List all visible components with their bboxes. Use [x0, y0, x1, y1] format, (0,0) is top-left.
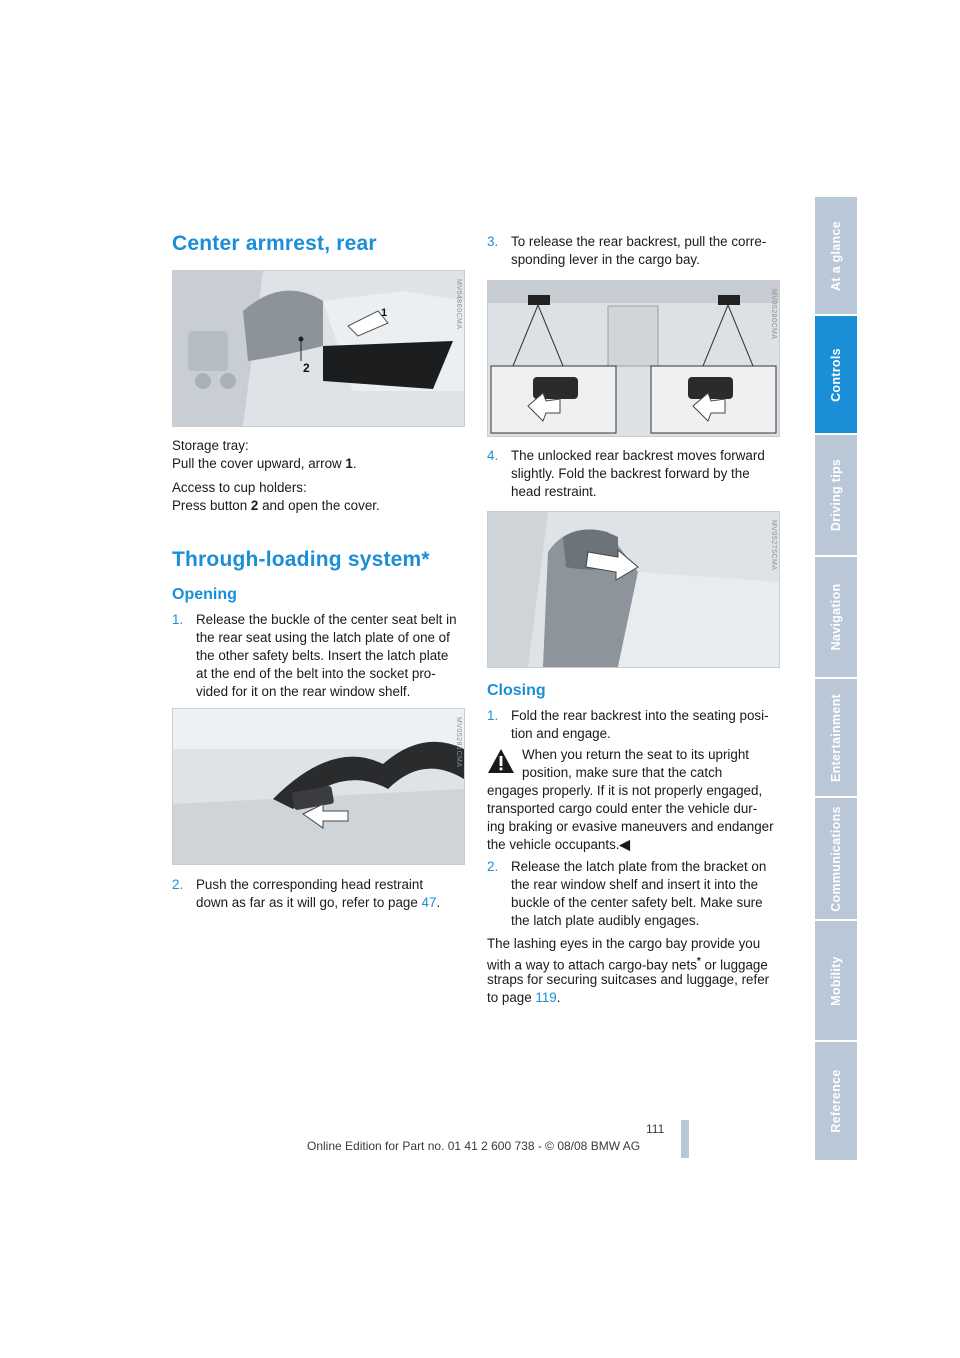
- backrest-fold-drawing: [488, 512, 779, 667]
- closing-step2-line: buckle of the center safety belt. Make sure: [511, 895, 763, 910]
- lashing-line: straps for securing suitcases and luggage, refer: [487, 972, 770, 987]
- heading-opening: Opening: [172, 586, 237, 603]
- heading-through-loading: Through-loading system*: [172, 548, 430, 571]
- closing-step1-line: tion and engage.: [511, 726, 611, 741]
- warning-line: engages properly. If it is not properly engaged,: [487, 783, 763, 798]
- cargo-lever-drawing: [488, 281, 779, 436]
- step2-number: 2.: [172, 877, 184, 892]
- backrest-fold-illustration: [487, 511, 780, 668]
- cargo-lever-illustration: [487, 280, 780, 437]
- figure-code: MV05281CMA: [455, 717, 462, 768]
- tab-navigation[interactable]: Navigation: [815, 557, 857, 679]
- tab-entertainment[interactable]: Entertainment: [815, 679, 857, 798]
- warning-line: When you return the seat to its upright: [522, 747, 750, 762]
- step2-line: Push the corresponding head restraint: [196, 877, 424, 892]
- optional-equipment-star: *: [696, 956, 701, 967]
- closing-step2-line: the rear window shelf and insert it into the: [511, 877, 759, 892]
- step3-line: To release the rear backrest, pull the corre-: [511, 234, 767, 249]
- cup-holders-label: Access to cup holders:: [172, 480, 307, 495]
- step4-number: 4.: [487, 448, 499, 463]
- step1-line: at the end of the belt into the socket pro-: [196, 666, 436, 681]
- storage-tray-text: Pull the cover upward, arrow 1.: [172, 456, 357, 471]
- warning-line: transported cargo could enter the vehicle dur-: [487, 801, 758, 816]
- step4-line: The unlocked rear backrest moves forward: [511, 448, 765, 463]
- lashing-line: to page 119.: [487, 990, 561, 1005]
- figure-code: MV05280CMA: [770, 289, 777, 340]
- belt-latch-illustration: [172, 708, 465, 865]
- storage-tray-label: Storage tray:: [172, 438, 249, 453]
- warning-line: the vehicle occupants.◀: [487, 837, 630, 852]
- figure-code: MV04860CMA: [455, 279, 462, 330]
- end-mark-icon: ◀: [619, 837, 630, 852]
- closing-step2-number: 2.: [487, 859, 499, 874]
- fig-label-arrow: 1: [381, 307, 388, 319]
- heading-closing: Closing: [487, 682, 546, 699]
- tab-controls[interactable]: Controls: [815, 316, 857, 435]
- tab-at-a-glance[interactable]: At a glance: [815, 197, 857, 316]
- step3-line: sponding lever in the cargo bay.: [511, 252, 700, 267]
- heading-center-armrest: Center armrest, rear: [172, 232, 377, 255]
- tab-reference[interactable]: Reference: [815, 1042, 857, 1160]
- edition-text: Online Edition for Part no. 01 41 2 600 738 - © 08/08 BMW AG: [307, 1139, 641, 1153]
- page-marker-bar: [681, 1120, 689, 1158]
- armrest-illustration: [172, 270, 465, 427]
- armrest-drawing: [173, 271, 464, 426]
- step1-line: Release the buckle of the center seat belt in: [196, 612, 457, 627]
- step1-line: the other safety belts. Insert the latch plate: [196, 648, 449, 663]
- step1-line: the rear seat using the latch plate of one of: [196, 630, 450, 645]
- closing-step2-line: Release the latch plate from the bracket on: [511, 859, 767, 874]
- cup-holders-text: Press button 2 and open the cover.: [172, 498, 380, 513]
- chapter-sidebar: [815, 197, 857, 1160]
- page-link-119[interactable]: 119: [535, 990, 557, 1005]
- step3-number: 3.: [487, 234, 499, 249]
- step1-number: 1.: [172, 612, 184, 627]
- belt-latch-drawing: [173, 709, 464, 864]
- closing-step1-number: 1.: [487, 708, 499, 723]
- page-link-47[interactable]: 47: [421, 895, 437, 910]
- step1-line: vided for it on the rear window shelf.: [196, 684, 411, 699]
- tab-communications[interactable]: Communications: [815, 798, 857, 921]
- lashing-line: with a way to attach cargo-bay nets* or luggage: [487, 956, 768, 973]
- page-number: 111: [646, 1122, 665, 1136]
- tab-driving-tips[interactable]: Driving tips: [815, 435, 857, 557]
- warning-icon: [487, 748, 515, 774]
- step4-line: head restraint.: [511, 484, 597, 499]
- lashing-line: The lashing eyes in the cargo bay provide you: [487, 936, 761, 951]
- fig-label-button: 2: [303, 361, 310, 375]
- warning-line: ing braking or evasive maneuvers and endanger: [487, 819, 774, 834]
- figure-code: MV05275CMA: [770, 520, 777, 571]
- warning-line: position, make sure that the catch: [522, 765, 723, 780]
- closing-step2-line: the latch plate audibly engages.: [511, 913, 700, 928]
- step4-line: slightly. Fold the backrest forward by the: [511, 466, 750, 481]
- step2-line: down as far as it will go, refer to page 47.: [196, 895, 441, 910]
- closing-step1-line: Fold the rear backrest into the seating posi-: [511, 708, 769, 723]
- tab-mobility[interactable]: Mobility: [815, 921, 857, 1042]
